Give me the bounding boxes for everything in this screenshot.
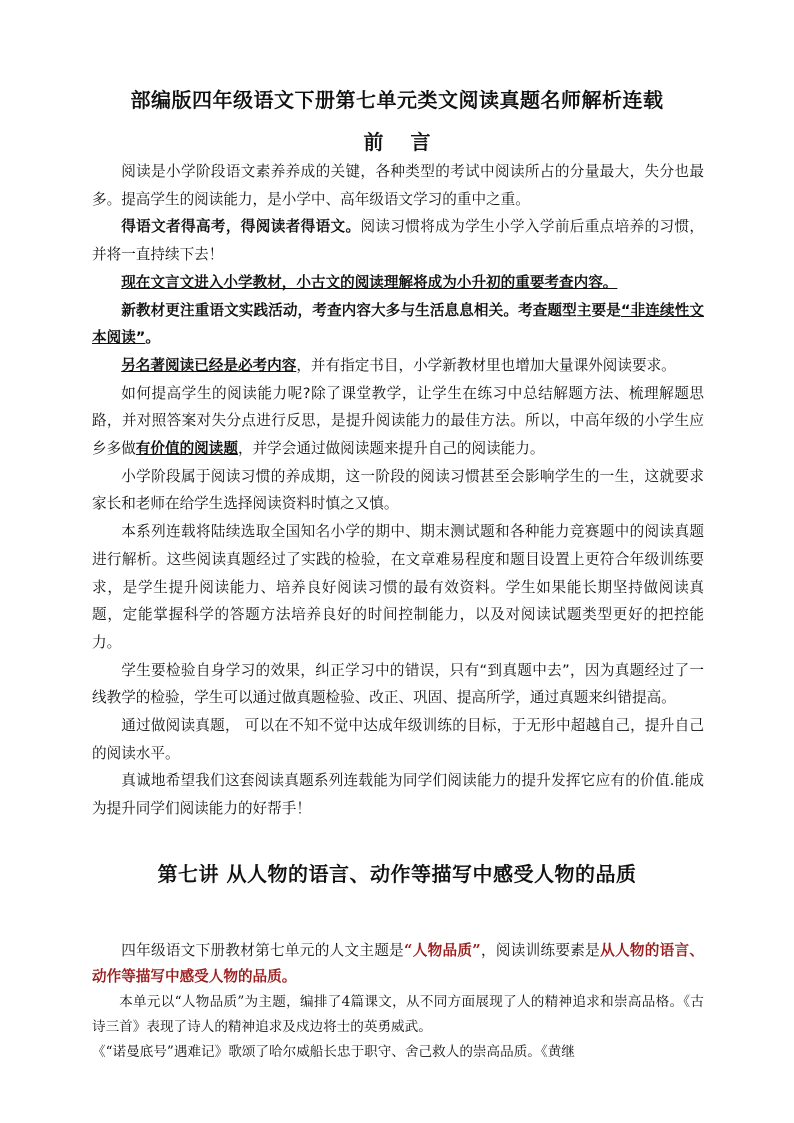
paragraph-4-text: 新教材更注重语文实践活动，考查内容大多与生活息息相关。考查题型主要是 <box>121 301 621 319</box>
paragraph-7: 小学阶段属于阅读习惯的养成期，这一阶段的阅读习惯甚至会影响学生的一生，这就要求家长和老师在给学生选择阅读资料时慎之又慎。 <box>92 467 704 513</box>
bold-slogan: 得语文者得高考，得阅读者得语文。 <box>121 218 361 236</box>
paragraph-10: 通过做阅读真题， 可以在不知不觉中达成年级训练的目标，于无形中超越自己，提升自己的阅读水平。 <box>92 717 704 762</box>
paragraph-5-text: ，并有指定书目，小学新教材里也增加大量课外阅读要求。 <box>296 356 676 374</box>
non-continuous-text-phrase: “非连续性文本阅读” <box>92 301 704 347</box>
document-title: 部编版四年级语文下册第七单元类文阅读真题名师解析连载 <box>130 88 664 112</box>
paragraph-11: 真诚地希望我们这套阅读真题系列连载能为同学们阅读能力的提升发挥它应有的价值.能成为提升同学们阅读能力的好帮手！ <box>92 772 704 818</box>
paragraph-8: 本系列连载将陆续选取全国知名小学的期中、期末测试题和各种能力竞赛题中的阅读真题进行解析。这些阅读真题经过了实践的检验，在文章难易程度和题目设置上更符合年级训练要求，是学生提升阅读能力、培养良好阅读习惯的最有效资料。学生如果能长期坚持做阅读真题，定能掌握科学的答题方法培养良好的时间控制能力，以及对阅读试题类型更好的把控能力。 <box>92 523 704 651</box>
unit-description-line-1: 本单元以“人物品质”为主题，编排了4篇课文，从不同方面展现了人的精神追求和崇高品格。《古诗三首》表现了诗人的精神追求及戍边将士的英勇威武。 <box>92 994 704 1035</box>
preface-heading: 前 言 <box>363 130 431 154</box>
valuable-questions-phrase: 有价值的阅读题 <box>135 440 238 458</box>
unit-description <box>92 990 704 1065</box>
lecture-heading: 第七讲 从人物的语言、动作等描写中感受人物的品质 <box>157 862 637 886</box>
classics-required-phrase: 另名著阅读已经是必考内容 <box>121 356 297 374</box>
element-highlight: 从人物的语言、动作等描写中感受人物的品质。 <box>92 942 704 985</box>
unit-description-line-2: 《“诺曼底号”遇难记》歌颂了哈尔威船长忠于职守、舍己救人的崇高品质。《黄继 <box>92 1044 575 1060</box>
paragraph-2 <box>92 213 704 268</box>
paragraph-9: 学生要检验自身学习的效果，纠正学习中的错误，只有“到真题中去”，因为真题经过了一线教学的检验，学生可以通过做真题检验、改正、巩固、提高所学，通过真题来纠错提高。 <box>92 661 704 707</box>
paragraph-6-text: 如何提高学生的阅读能力呢?除了课堂教学，让学生在练习中总结解题方法、梳理解题思路，并对照答案对失分点进行反思，是提升阅读能力的最佳方法。所以，中高年级的小学生应乡多做 <box>92 384 704 458</box>
intro-paragraph <box>92 938 704 990</box>
paragraph-6-end: ，并学会通过做阅读题来提升自己的阅读能力。 <box>237 440 545 458</box>
unit-intro <box>92 938 704 990</box>
paragraph-4 <box>92 297 704 352</box>
paragraph-4-end: 。 <box>145 329 160 347</box>
theme-highlight: “人物品质” <box>404 942 481 959</box>
paragraph-5 <box>92 352 704 380</box>
paragraph-6 <box>92 380 704 463</box>
intro-text-2: ，阅读训练要素是 <box>480 942 601 959</box>
paragraph-1: 阅读是小学阶段语文素养养成的关键，各种类型的考试中阅读所占的分量最大，失分也最多。提高学生的阅读能力，是小学中、高年级语文学习的重中之重。 <box>92 163 704 208</box>
paragraph-3: 现在文言文进入小学教材，小古文的阅读理解将成为小升初的重要考查内容。 <box>121 273 618 291</box>
preface-body <box>92 158 704 823</box>
paragraph-2-text: 阅读习惯将成为学生小学入学前后重点培养的习惯，并将一直持续下去！ <box>92 218 704 264</box>
intro-text-1: 四年级语文下册教材第七单元的人文主题是 <box>121 942 405 959</box>
